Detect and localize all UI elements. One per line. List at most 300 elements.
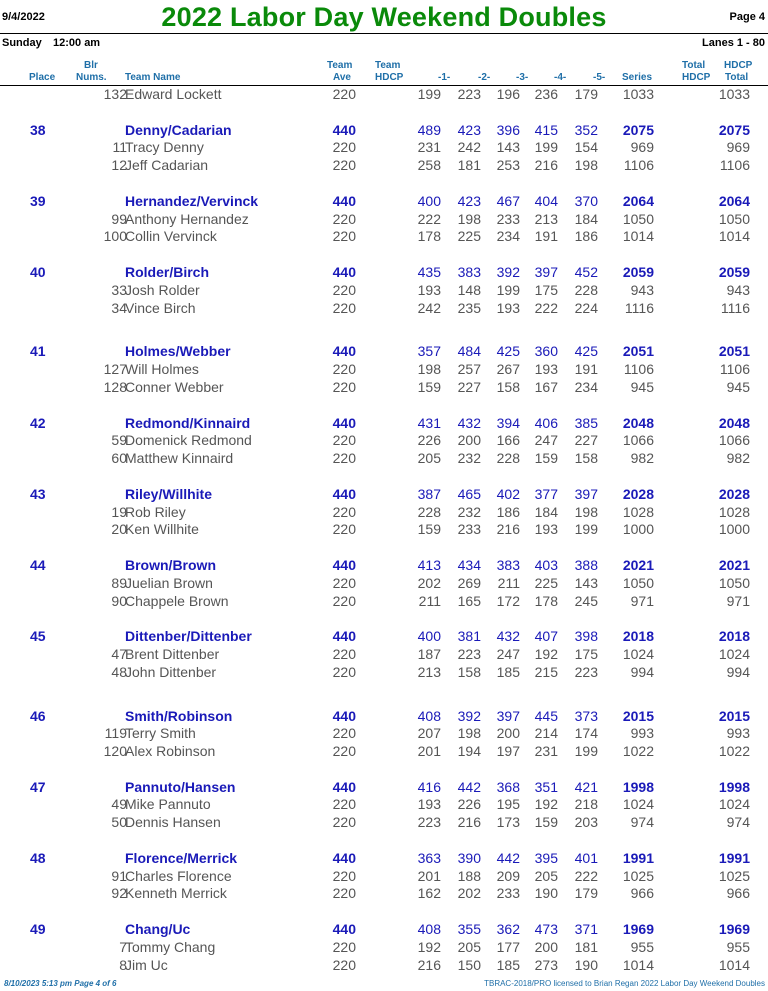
team-game-5: 397 xyxy=(574,485,598,502)
team-name: Hernandez/Vervinck xyxy=(125,192,259,209)
hdcp-total-score: 966 xyxy=(726,885,750,902)
series-score: 974 xyxy=(630,814,654,831)
team-game-5: 398 xyxy=(574,628,598,645)
game-2-score: 223 xyxy=(457,645,481,662)
game-3-score: 196 xyxy=(496,86,520,102)
game-2-score: 227 xyxy=(457,378,481,395)
team-series: 2075 xyxy=(622,121,654,138)
game-5-score: 179 xyxy=(574,885,598,902)
team-game-4: 377 xyxy=(534,485,558,502)
game-1-score: 201 xyxy=(417,743,441,760)
bowler-name: Jeff Cadarian xyxy=(125,157,209,174)
game-5-score: 154 xyxy=(574,139,598,156)
team-game-1: 387 xyxy=(417,485,441,502)
team-hdcp-total: 2059 xyxy=(718,263,750,280)
bowler-average: 220 xyxy=(332,663,356,680)
series-score: 1106 xyxy=(623,361,654,378)
team-name: Florence/Merrick xyxy=(125,849,238,866)
col-team-name: Team Name xyxy=(125,72,181,83)
bowler-number: 127 xyxy=(103,361,127,378)
game-5-score: 184 xyxy=(574,210,598,227)
game-3-score: 247 xyxy=(496,645,520,662)
team-game-4: 403 xyxy=(534,556,558,573)
team-game-1: 408 xyxy=(417,707,441,724)
game-1-score: 242 xyxy=(417,299,441,316)
hdcp-total-score: 945 xyxy=(726,378,750,395)
game-1-score: 193 xyxy=(417,281,441,298)
game-4-score: 190 xyxy=(534,885,558,902)
game-4-score: 225 xyxy=(534,574,558,591)
team-game-5: 388 xyxy=(574,556,598,573)
team-game-2: 465 xyxy=(457,485,481,502)
game-3-score: 216 xyxy=(496,521,520,538)
bowler-average: 220 xyxy=(332,885,356,902)
series-score: 1033 xyxy=(622,86,654,102)
team-game-5: 425 xyxy=(574,343,598,360)
bowler-name: Collin Vervinck xyxy=(125,228,217,245)
bowler-number: 8 xyxy=(119,956,127,973)
series-score: 1000 xyxy=(622,521,654,538)
bowler-number: 100 xyxy=(103,228,127,245)
game-4-score: 175 xyxy=(534,281,558,298)
team-row xyxy=(0,122,768,140)
hdcp-total-score: 1033 xyxy=(718,86,750,102)
team-name: Riley/Willhite xyxy=(125,485,213,502)
team-row xyxy=(0,193,768,211)
hdcp-total-score: 1028 xyxy=(718,503,750,520)
team-average: 440 xyxy=(332,192,356,209)
bowler-name: Alex Robinson xyxy=(125,743,216,760)
team-game-1: 357 xyxy=(417,343,441,360)
header-rule xyxy=(0,33,768,34)
game-5-score: 199 xyxy=(574,521,598,538)
game-5-score: 181 xyxy=(574,938,598,955)
bowler-name: John Dittenber xyxy=(125,663,217,680)
team-game-4: 473 xyxy=(534,921,558,938)
team-series: 1969 xyxy=(622,921,654,938)
series-score: 982 xyxy=(630,450,654,467)
game-4-score: 193 xyxy=(534,521,558,538)
game-4-score: 273 xyxy=(534,956,558,973)
team-game-5: 373 xyxy=(574,707,598,724)
col-hdcp-total-1: HDCP xyxy=(724,60,753,71)
game-2-score: 181 xyxy=(457,157,481,174)
team-game-4: 351 xyxy=(534,778,558,795)
col-team-1: Team xyxy=(327,60,353,71)
game-4-score: 215 xyxy=(534,663,558,680)
game-3-score: 158 xyxy=(496,378,520,395)
game-5-score: 143 xyxy=(574,574,598,591)
bowler-average: 220 xyxy=(332,86,356,102)
game-2-score: 198 xyxy=(457,210,481,227)
team-game-2: 442 xyxy=(457,778,481,795)
game-3-score: 253 xyxy=(496,157,520,174)
game-2-score: 194 xyxy=(457,743,481,760)
game-2-score: 205 xyxy=(457,938,481,955)
player-row xyxy=(0,646,768,664)
hdcp-total-score: 955 xyxy=(726,938,750,955)
team-place: 49 xyxy=(30,921,46,938)
bowler-number: 20 xyxy=(111,521,127,538)
hdcp-total-score: 943 xyxy=(726,281,750,298)
player-row xyxy=(0,814,768,832)
game-4-score: 216 xyxy=(534,157,558,174)
team-place: 40 xyxy=(30,263,46,280)
bowler-name: Tracy Denny xyxy=(125,139,204,156)
game-5-score: 175 xyxy=(574,645,598,662)
bowler-name: Mike Pannuto xyxy=(125,796,211,813)
bowler-number: 49 xyxy=(111,796,127,813)
bowler-name: Tommy Chang xyxy=(125,938,216,955)
game-2-score: 200 xyxy=(457,432,481,449)
team-game-4: 445 xyxy=(534,707,558,724)
series-score: 1022 xyxy=(622,743,654,760)
col-blr-1: Blr xyxy=(84,60,98,71)
col-game-3: -3- xyxy=(516,72,529,83)
game-5-score: 174 xyxy=(574,725,598,742)
team-game-2: 423 xyxy=(457,192,481,209)
bowler-number: 128 xyxy=(103,378,127,395)
team-game-1: 400 xyxy=(417,628,441,645)
game-5-score: 191 xyxy=(574,361,598,378)
game-3-score: 193 xyxy=(496,299,520,316)
bowler-average: 220 xyxy=(332,867,356,884)
bowler-number: 132 xyxy=(103,86,127,102)
game-5-score: 190 xyxy=(574,956,598,973)
game-1-score: 159 xyxy=(417,521,441,538)
team-game-5: 421 xyxy=(574,778,598,795)
team-game-3: 432 xyxy=(496,628,520,645)
squad-day: Sunday xyxy=(2,37,42,49)
game-1-score: 211 xyxy=(418,592,441,609)
team-game-4: 360 xyxy=(534,343,558,360)
team-place: 38 xyxy=(30,121,46,138)
bowler-name: Chappele Brown xyxy=(125,592,229,609)
bowler-average: 220 xyxy=(332,938,356,955)
series-score: 971 xyxy=(630,592,654,609)
hdcp-total-score: 1106 xyxy=(719,157,750,174)
game-2-score: 235 xyxy=(457,299,481,316)
bowler-number: 89 xyxy=(111,574,127,591)
team-average: 440 xyxy=(332,707,356,724)
game-2-score: 165 xyxy=(457,592,481,609)
bowler-number: 47 xyxy=(111,645,127,662)
bowler-average: 220 xyxy=(332,956,356,973)
team-row xyxy=(0,486,768,504)
bowler-number: 59 xyxy=(111,432,127,449)
team-place: 46 xyxy=(30,707,46,724)
player-row xyxy=(0,211,768,229)
team-row xyxy=(0,628,768,646)
game-1-score: 159 xyxy=(417,378,441,395)
team-game-4: 406 xyxy=(534,414,558,431)
team-game-4: 404 xyxy=(534,192,558,209)
game-4-score: 200 xyxy=(534,938,558,955)
team-name: Dittenber/Dittenber xyxy=(125,628,252,645)
team-game-4: 395 xyxy=(534,849,558,866)
col-place: Place xyxy=(29,72,56,83)
game-4-score: 193 xyxy=(534,361,558,378)
bowler-name: Jim Uc xyxy=(125,956,168,973)
col-total-hdcp-2: HDCP xyxy=(682,72,711,83)
bowler-name: Domenick Redmond xyxy=(125,432,252,449)
game-5-score: 234 xyxy=(574,378,598,395)
game-3-score: 233 xyxy=(496,210,520,227)
hdcp-total-score: 1066 xyxy=(718,432,750,449)
team-game-2: 390 xyxy=(457,849,481,866)
player-row xyxy=(0,575,768,593)
game-4-score: 192 xyxy=(534,645,558,662)
team-game-1: 431 xyxy=(417,414,441,431)
bowler-average: 220 xyxy=(332,157,356,174)
game-3-score: 200 xyxy=(496,725,520,742)
team-game-5: 352 xyxy=(574,121,598,138)
game-4-score: 184 xyxy=(534,503,558,520)
series-score: 1066 xyxy=(622,432,654,449)
player-row xyxy=(0,725,768,743)
team-game-3: 467 xyxy=(496,192,520,209)
bowler-average: 220 xyxy=(332,432,356,449)
team-average: 440 xyxy=(332,263,356,280)
game-1-score: 222 xyxy=(417,210,441,227)
game-4-score: 231 xyxy=(534,743,558,760)
bowler-name: Dennis Hansen xyxy=(125,814,221,831)
team-series: 1998 xyxy=(622,778,654,795)
game-5-score: 227 xyxy=(574,432,598,449)
player-row xyxy=(0,361,768,379)
player-row xyxy=(0,139,768,157)
player-row xyxy=(0,282,768,300)
bowler-name: Ken Willhite xyxy=(125,521,199,538)
game-1-score: 193 xyxy=(417,796,441,813)
game-1-score: 228 xyxy=(417,503,441,520)
team-game-3: 392 xyxy=(496,263,520,280)
series-score: 945 xyxy=(630,378,654,395)
hdcp-total-score: 1050 xyxy=(718,210,750,227)
game-4-score: 167 xyxy=(534,378,558,395)
team-game-3: 397 xyxy=(496,707,520,724)
bowler-average: 220 xyxy=(332,503,356,520)
team-game-3: 394 xyxy=(496,414,520,431)
game-3-score: 143 xyxy=(496,139,520,156)
game-2-score: 216 xyxy=(457,814,481,831)
bowler-name: Kenneth Merrick xyxy=(125,885,227,902)
bowler-average: 220 xyxy=(332,725,356,742)
row-spacer xyxy=(0,317,768,343)
team-game-4: 415 xyxy=(534,121,558,138)
team-game-2: 355 xyxy=(457,921,481,938)
team-place: 47 xyxy=(30,778,46,795)
bowler-average: 220 xyxy=(332,299,356,316)
game-1-score: 201 xyxy=(417,867,441,884)
team-series: 2015 xyxy=(622,707,654,724)
team-name: Denny/Cadarian xyxy=(125,121,232,138)
game-5-score: 223 xyxy=(574,663,598,680)
bowler-average: 220 xyxy=(332,361,356,378)
game-5-score: 228 xyxy=(574,281,598,298)
series-score: 1028 xyxy=(622,503,654,520)
bowler-name: Anthony Hernandez xyxy=(125,210,249,227)
game-3-score: 209 xyxy=(496,867,520,884)
game-5-score: 186 xyxy=(574,228,598,245)
bowler-name: Brent Dittenber xyxy=(125,645,220,662)
game-5-score: 198 xyxy=(574,157,598,174)
game-5-score: 158 xyxy=(574,450,598,467)
player-row xyxy=(0,450,768,468)
team-name: Redmond/Kinnaird xyxy=(125,414,251,431)
game-5-score: 203 xyxy=(574,814,598,831)
team-place: 44 xyxy=(30,556,46,573)
game-5-score: 198 xyxy=(574,503,598,520)
team-name: Chang/Uc xyxy=(125,921,191,938)
game-3-score: 177 xyxy=(496,938,520,955)
team-row xyxy=(0,557,768,575)
carryover-player-row xyxy=(0,86,768,104)
bowler-average: 220 xyxy=(332,210,356,227)
game-1-score: 205 xyxy=(417,450,441,467)
team-game-2: 434 xyxy=(457,556,481,573)
hdcp-total-score: 974 xyxy=(726,814,750,831)
game-1-score: 187 xyxy=(417,645,441,662)
hdcp-total-score: 1025 xyxy=(718,867,750,884)
team-name: Rolder/Birch xyxy=(125,263,210,280)
hdcp-total-score: 971 xyxy=(726,592,750,609)
team-series: 2048 xyxy=(622,414,654,431)
game-3-score: 228 xyxy=(496,450,520,467)
game-1-score: 216 xyxy=(417,956,441,973)
series-score: 993 xyxy=(630,725,654,742)
game-2-score: 198 xyxy=(457,725,481,742)
series-score: 943 xyxy=(630,281,654,298)
game-5-score: 218 xyxy=(574,796,598,813)
player-row xyxy=(0,743,768,761)
player-row xyxy=(0,885,768,903)
hdcp-total-score: 1014 xyxy=(718,228,750,245)
game-2-score: 225 xyxy=(457,228,481,245)
game-1-score: 202 xyxy=(417,574,441,591)
team-hdcp-total: 1991 xyxy=(718,849,750,866)
game-3-score: 172 xyxy=(496,592,520,609)
team-place: 42 xyxy=(30,414,46,431)
col-game-1: -1- xyxy=(438,72,451,83)
game-3-score: 186 xyxy=(496,503,520,520)
col-game-4: -4- xyxy=(554,72,567,83)
team-game-1: 435 xyxy=(417,263,441,280)
team-place: 39 xyxy=(30,192,46,209)
bowler-name: Conner Webber xyxy=(125,378,224,395)
game-2-score: 232 xyxy=(457,503,481,520)
bowler-name: Josh Rolder xyxy=(125,281,200,298)
bowler-number: 91 xyxy=(111,867,127,884)
bowler-average: 220 xyxy=(332,228,356,245)
game-3-score: 185 xyxy=(496,663,520,680)
game-2-score: 202 xyxy=(457,885,481,902)
team-hdcp-total: 2028 xyxy=(718,485,750,502)
team-game-5: 371 xyxy=(574,921,598,938)
team-game-2: 381 xyxy=(457,628,481,645)
series-score: 1014 xyxy=(622,956,654,973)
game-4-score: 213 xyxy=(534,210,558,227)
team-average: 440 xyxy=(332,485,356,502)
row-spacer xyxy=(0,397,768,415)
game-3-score: 211 xyxy=(497,574,520,591)
series-score: 1025 xyxy=(622,867,654,884)
game-1-score: 199 xyxy=(417,86,441,102)
team-game-1: 413 xyxy=(417,556,441,573)
game-2-score: 148 xyxy=(457,281,481,298)
team-row xyxy=(0,264,768,282)
team-average: 440 xyxy=(332,628,356,645)
game-2-score: 226 xyxy=(457,796,481,813)
bowler-name: Edward Lockett xyxy=(125,86,222,102)
game-4-score: 159 xyxy=(534,450,558,467)
bowler-name: Will Holmes xyxy=(125,361,199,378)
team-game-5: 401 xyxy=(574,849,598,866)
team-average: 440 xyxy=(332,414,356,431)
team-hdcp-total: 2015 xyxy=(718,707,750,724)
game-1-score: 231 xyxy=(417,139,441,156)
team-average: 440 xyxy=(332,921,356,938)
game-1-score: 178 xyxy=(417,228,441,245)
bowler-name: Charles Florence xyxy=(125,867,232,884)
team-game-1: 363 xyxy=(417,849,441,866)
player-row xyxy=(0,868,768,886)
game-3-score: 197 xyxy=(496,743,520,760)
team-game-3: 402 xyxy=(496,485,520,502)
game-4-score: 191 xyxy=(534,228,558,245)
game-4-score: 159 xyxy=(534,814,558,831)
game-3-score: 173 xyxy=(496,814,520,831)
team-game-1: 416 xyxy=(417,778,441,795)
team-game-5: 452 xyxy=(574,263,598,280)
game-2-score: 242 xyxy=(457,139,481,156)
team-game-3: 442 xyxy=(496,849,520,866)
game-2-score: 232 xyxy=(457,450,481,467)
series-score: 1014 xyxy=(622,228,654,245)
row-spacer xyxy=(0,539,768,557)
team-game-1: 489 xyxy=(417,121,441,138)
player-row xyxy=(0,228,768,246)
bowler-number: 12 xyxy=(111,157,127,174)
team-hdcp-total: 2018 xyxy=(718,628,750,645)
col-hdcp: HDCP xyxy=(375,72,404,83)
hdcp-total-score: 1106 xyxy=(719,361,750,378)
game-4-score: 247 xyxy=(534,432,558,449)
bowler-average: 220 xyxy=(332,743,356,760)
bowler-average: 220 xyxy=(332,592,356,609)
team-game-5: 385 xyxy=(574,414,598,431)
player-row xyxy=(0,939,768,957)
game-2-score: 257 xyxy=(457,361,481,378)
team-name: Brown/Brown xyxy=(125,556,216,573)
team-game-2: 484 xyxy=(457,343,481,360)
row-spacer xyxy=(0,468,768,486)
bowler-average: 220 xyxy=(332,281,356,298)
footer-print-info: 8/10/2023 5:13 pm Page 4 of 6 xyxy=(4,979,117,988)
game-5-score: 224 xyxy=(574,299,598,316)
row-spacer xyxy=(0,761,768,779)
col-hdcp-total-2: Total xyxy=(725,72,749,83)
hdcp-total-score: 1014 xyxy=(718,956,750,973)
team-series: 2064 xyxy=(622,192,654,209)
bowler-name: Juelian Brown xyxy=(125,574,213,591)
col-series: Series xyxy=(622,72,653,83)
game-4-score: 199 xyxy=(534,139,558,156)
bowler-number: 7 xyxy=(119,938,127,955)
bowler-number: 90 xyxy=(111,592,127,609)
team-series: 2018 xyxy=(622,628,654,645)
player-row xyxy=(0,796,768,814)
